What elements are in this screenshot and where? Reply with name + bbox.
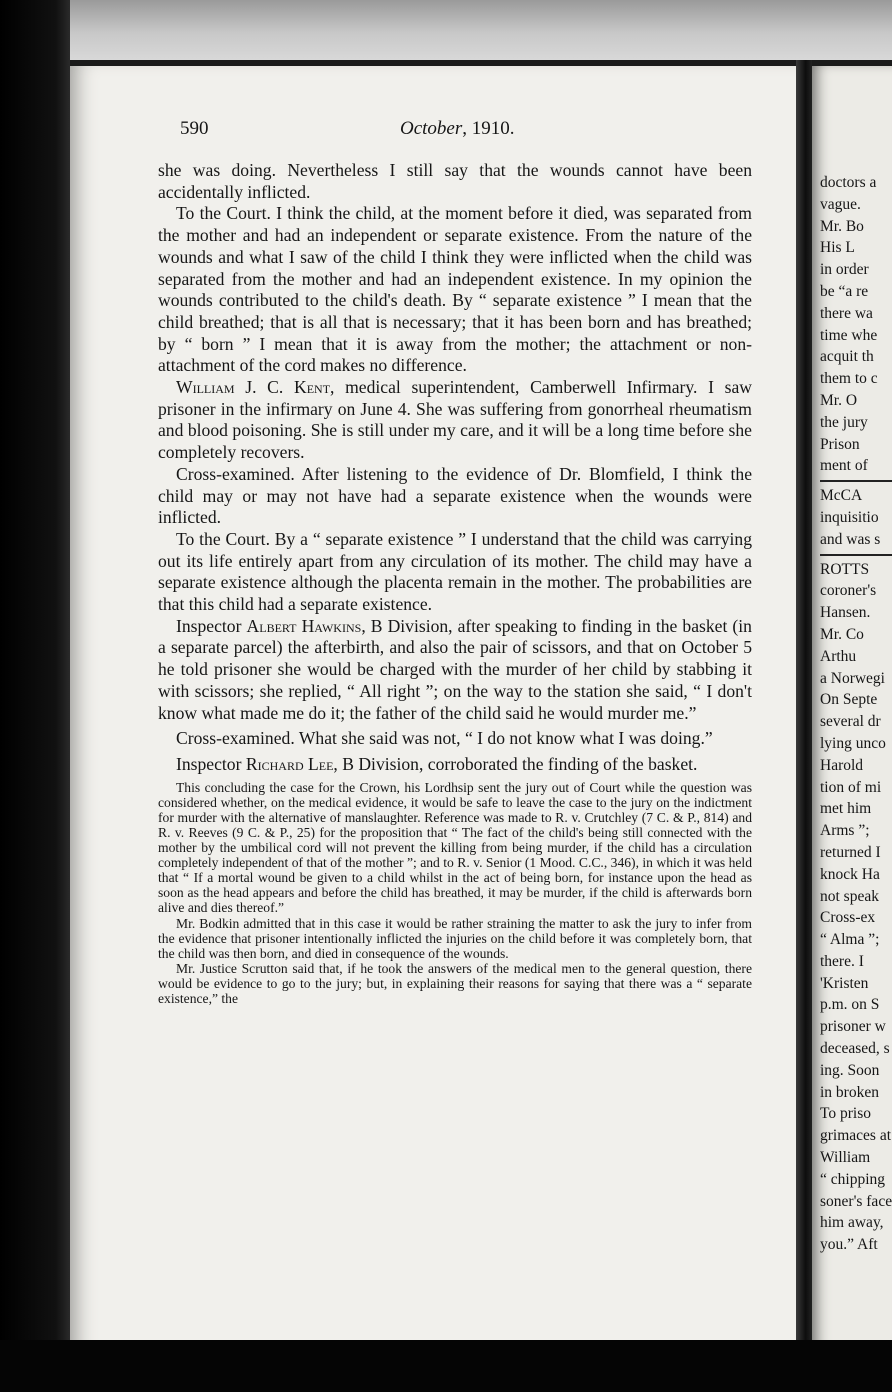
scanner-top-band bbox=[0, 0, 892, 60]
right-column-line: acquit th bbox=[820, 348, 874, 366]
right-column-line: there. I bbox=[820, 952, 864, 970]
witness-paragraph bbox=[158, 377, 752, 464]
right-column-line: you.” Aft bbox=[820, 1236, 878, 1254]
witness-paragraph bbox=[158, 616, 752, 725]
witness-name: William J. C. Kent bbox=[176, 377, 331, 398]
right-column-line: knock Ha bbox=[820, 865, 880, 883]
scanner-bottom-band bbox=[0, 1340, 892, 1392]
paragraph: Cross-examined. After listening to the evidence of Dr. Blomfield, I think the child may or may not have had a separate existence when the wounds were inflicted. bbox=[158, 463, 752, 528]
right-column-line: “ chipping bbox=[820, 1170, 885, 1188]
right-column-line: lying unco bbox=[820, 734, 886, 752]
right-column-line: “ Alma ”; bbox=[820, 931, 880, 949]
right-column-line: On Septe bbox=[820, 691, 878, 709]
small-paragraph: Mr. Justice Scrutton said that, if he took the answers of the medical men to the general question, there would be evidence to go to the jury; but, in explaining their reasons for saying that there was a “ separate existence,” the bbox=[158, 960, 752, 1006]
right-column-line: Arthu bbox=[820, 647, 857, 665]
right-column-line: in order bbox=[820, 261, 869, 279]
right-column-line: 'Kristen bbox=[820, 974, 869, 992]
right-column-rule bbox=[820, 480, 892, 482]
witness-name: Albert Hawkins bbox=[246, 615, 362, 636]
paragraph: To the Court. By a “ separate existence ” I understand that the child was carrying out its life entirely apart from any circulation of its mother. The child may have a separate existence although the placenta remain in the mother. The probabilities are that this child had a separate existence. bbox=[158, 528, 752, 615]
paragraph: she was doing. Nevertheless I still say that the wounds cannot have been accidentally inflicted. bbox=[158, 160, 752, 202]
right-column-line: prisoner w bbox=[820, 1018, 886, 1036]
right-column-line: Cross-ex bbox=[820, 909, 876, 927]
right-column-line: be “a re bbox=[820, 282, 869, 300]
page-header bbox=[180, 118, 750, 144]
right-column-line: there wa bbox=[820, 304, 873, 322]
right-column-line: deceased, s bbox=[820, 1040, 890, 1058]
page-number: 590 bbox=[180, 118, 209, 139]
right-column-line: coroner's bbox=[820, 582, 877, 600]
right-column-line: Mr. O bbox=[820, 391, 858, 409]
right-column-line: him away, bbox=[820, 1214, 884, 1232]
small-paragraph: Mr. Bodkin admitted that in this case it would be rather straining the matter to ask the jury to infer from the evidence that prisoner intentionally inflicted the injuries on the child before it was completely born, that the child was then born, and died in consequence of the wounds. bbox=[158, 915, 752, 961]
right-column-line: ing. Soon bbox=[820, 1061, 880, 1079]
right-column-line: His L bbox=[820, 239, 855, 257]
right-column-line: grimaces at bbox=[820, 1127, 892, 1145]
right-column-line: the jury bbox=[820, 413, 868, 431]
running-head bbox=[400, 118, 515, 140]
right-column-line: tion of mi bbox=[820, 778, 882, 796]
right-column-text bbox=[820, 172, 892, 1256]
witness-name: Richard Lee bbox=[245, 753, 334, 774]
right-column-line: vague. bbox=[820, 195, 861, 213]
witness-prefix: Inspector bbox=[176, 753, 246, 774]
right-column-line: a Norwegi bbox=[820, 669, 885, 687]
right-column-line: soner's face bbox=[820, 1192, 892, 1210]
running-head-year: , 1910. bbox=[462, 118, 515, 139]
right-column-rule bbox=[820, 554, 892, 556]
witness-testimony: , medical superintendent, Camberwell Infirmary. I saw prisoner in the infirmary on June 4. She was suffering from gonorrheal rheumatism and blood poisoning. She is still under my care, and it will be a long time before she completely recovers. bbox=[158, 377, 752, 463]
right-column-line: Mr. Co bbox=[820, 625, 864, 643]
right-column-line: time whe bbox=[820, 326, 878, 344]
book-left-edge bbox=[0, 0, 70, 1392]
right-column-line: William bbox=[820, 1149, 871, 1167]
right-column-line: doctors a bbox=[820, 174, 877, 191]
right-column-line: ment of bbox=[820, 457, 868, 475]
small-paragraph: This concluding the case for the Crown, his Lordhsip sent the jury out of Court while the question was considered whether, on the medical evidence, it would be safe to leave the case to the jury on the indictment for murder with the alternative of manslaughter. Reference was made to R. v. Crutchley (7 C. & P., 814) and R. v. Reeves (9 C. & P., 25) for the proposition that “ The fact of the child's being still connected with the mother by the umbilical cord will not prevent the killing from being murder, if the child has a circulation completely independent of that of the mother ”; and to R. v. Senior (1 Mood. C.C., 346), in which it was held that “ If a mortal wound be given to a child whilst in the act of being born, for instance upon the head as soon as the head appears and before the child has breathed, it may be murder, if the child is afterwards born alive and dies thereof.” bbox=[158, 779, 752, 916]
right-column-line: Prison bbox=[820, 435, 860, 453]
witness-paragraph bbox=[158, 754, 752, 776]
right-column-line: p.m. on S bbox=[820, 996, 880, 1014]
right-column-line: McCA bbox=[820, 487, 863, 505]
paragraph: To the Court. I think the child, at the moment before it died, was separated from the mother and had an independent or separate existence. From the nature of the wounds and what I saw of the child I think they were inflicted when the child was separated from the mother and had an independent existence. In my opinion the wounds contributed to the child's death. By “ separate existence ” I mean that the child breathed; that is all that is necessary; that it has been born and has breathed; by “ born ” I mean that it is away from the mother; the attachment or non-attachment of the cord makes no difference. bbox=[158, 203, 752, 376]
right-column-line: Arms ”; bbox=[820, 822, 870, 840]
right-column-line: ROTTS bbox=[820, 560, 870, 578]
witness-testimony: , B Division, after speaking to finding in the basket (in a separate parcel) the afterbirth, and also the pair of scissors, and that on October 5 he told prisoner she would be charged with the murder of her child by stabbing it with scissors; she replied, “ All right ”; on the way to the station she said, “ I don't know what made me do it; the father of the child said he would murder me.” bbox=[158, 615, 752, 723]
right-column-line: Harold bbox=[820, 756, 864, 774]
right-column-line: not speak bbox=[820, 887, 879, 905]
right-column-line: in broken bbox=[820, 1083, 879, 1101]
witness-testimony: , B Division, corroborated the finding of the basket. bbox=[333, 753, 698, 774]
right-column-line: several dr bbox=[820, 713, 881, 731]
running-head-month: October bbox=[400, 118, 463, 139]
paragraph: Cross-examined. What she said was not, “ I do not know what I was doing.” bbox=[176, 728, 713, 749]
right-column-line: Hansen. bbox=[820, 604, 871, 622]
right-column-line: To priso bbox=[820, 1105, 872, 1123]
right-column-line: Mr. Bo bbox=[820, 217, 864, 235]
right-column-line: and was s bbox=[820, 530, 881, 548]
right-column-line: met him bbox=[820, 800, 872, 818]
right-page-fragment bbox=[812, 66, 892, 1358]
witness-prefix: Inspector bbox=[176, 615, 247, 636]
right-column-line: returned I bbox=[820, 843, 881, 861]
right-column-line: them to c bbox=[820, 370, 878, 388]
book-gutter bbox=[796, 60, 812, 1360]
page-body bbox=[158, 160, 752, 1006]
right-column-line: inquisitio bbox=[820, 508, 879, 526]
